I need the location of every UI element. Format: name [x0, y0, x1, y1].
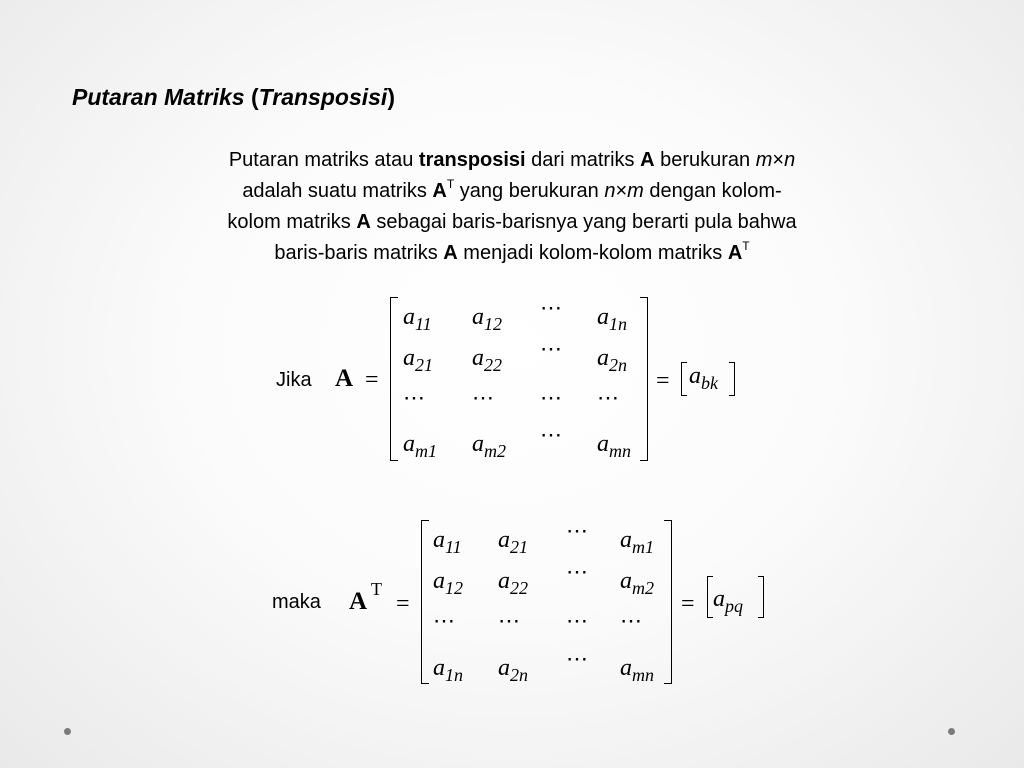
matrix-entry	[498, 610, 520, 632]
right-bracket	[640, 297, 648, 461]
matrix-entry	[433, 527, 462, 557]
entry-subscript: 21	[415, 355, 433, 375]
matrix-entry	[540, 297, 562, 319]
entry-base: a	[403, 345, 415, 371]
entry-subscript: 22	[484, 355, 502, 375]
entry-base: a	[597, 304, 609, 330]
rhs-a: a	[689, 363, 701, 389]
label-jika: Jika	[276, 369, 312, 391]
entry-subscript: mn	[609, 441, 631, 461]
matrix-entry	[540, 338, 562, 360]
entry-base: a	[403, 304, 415, 330]
entry-subscript: 12	[445, 578, 463, 598]
entry-subscript: mn	[632, 665, 654, 685]
entry-base: a	[597, 345, 609, 371]
slide-title	[72, 84, 395, 111]
entry-subscript: 2n	[510, 665, 528, 685]
entry-base: a	[472, 431, 484, 457]
bold-run: A	[356, 211, 371, 233]
paragraph-line-3	[120, 207, 904, 238]
text-run: Putaran matriks atau	[228, 149, 419, 171]
entry-subscript: m1	[632, 537, 654, 557]
definition-paragraph	[120, 145, 904, 269]
entry-base: a	[433, 655, 445, 681]
entry-base: a	[498, 527, 510, 553]
ellipsis: ⋯	[403, 385, 425, 410]
bold-run: A	[432, 180, 447, 202]
ellipsis: ⋯	[540, 422, 562, 447]
italic-run: m	[755, 149, 773, 171]
matrix-entry	[403, 431, 437, 461]
superscript: T	[446, 177, 455, 191]
text-run: sebagai baris-barisnya yang berarti pula bahwa	[370, 211, 797, 233]
matrix-entry	[620, 610, 642, 632]
ellipsis: ⋯	[566, 646, 588, 671]
times-sign: ×	[772, 149, 785, 171]
entry-subscript: m2	[484, 441, 506, 461]
entry-base: a	[597, 431, 609, 457]
entry-base: a	[403, 431, 415, 457]
label-maka: maka	[272, 591, 321, 613]
matrix-entry	[620, 655, 654, 685]
equals-sign-2: =	[656, 368, 670, 394]
equals-sign: =	[365, 367, 379, 393]
rhs-a: a	[713, 586, 725, 612]
transpose-superscript: T	[371, 579, 382, 599]
matrix-entry	[472, 431, 506, 461]
bold-run: A	[443, 242, 458, 264]
rhs-right-bracket	[729, 362, 735, 396]
matrix-entry	[472, 387, 494, 409]
matrix-entry	[597, 387, 619, 409]
matrix-entry	[433, 610, 455, 632]
matrix-entry	[498, 655, 528, 685]
entry-base: a	[498, 568, 510, 594]
corner-dot-left	[64, 728, 71, 735]
ellipsis: ⋯	[620, 608, 642, 633]
paragraph-line-2	[120, 176, 904, 207]
entry-subscript: 11	[415, 314, 432, 334]
ellipsis: ⋯	[540, 385, 562, 410]
title-close-paren: )	[387, 84, 395, 110]
rhs-element	[689, 363, 718, 393]
matrix-entry	[403, 304, 432, 334]
entry-base: a	[620, 527, 632, 553]
matrix-entry	[620, 568, 654, 598]
equals-sign-2: =	[681, 591, 695, 617]
paragraph-line-4	[120, 238, 904, 269]
matrix-entry	[498, 527, 528, 557]
entry-base: a	[433, 568, 445, 594]
matrix-entry	[433, 655, 463, 685]
matrix-entry	[597, 431, 631, 461]
paragraph-line-1	[120, 145, 904, 176]
matrix-entry	[498, 568, 528, 598]
text-run: menjadi kolom-kolom matriks	[457, 242, 728, 264]
ellipsis: ⋯	[566, 559, 588, 584]
right-bracket	[664, 520, 672, 684]
matrix-entry	[540, 424, 562, 446]
entry-subscript: m2	[632, 578, 654, 598]
entry-subscript: 12	[484, 314, 502, 334]
matrix-entry	[566, 520, 588, 542]
entry-subscript: m1	[415, 441, 437, 461]
matrix-entry	[566, 648, 588, 670]
italic-run: n	[784, 149, 796, 171]
matrix-entry	[566, 561, 588, 583]
entry-base: a	[433, 527, 445, 553]
matrix-entry	[403, 345, 433, 375]
matrix-entry	[540, 387, 562, 409]
entry-base: a	[620, 568, 632, 594]
entry-base: a	[498, 655, 510, 681]
matrix-at-symbol: A	[349, 588, 368, 615]
title-main: Putaran Matriks	[72, 84, 245, 110]
ellipsis: ⋯	[566, 518, 588, 543]
text-run: dengan kolom-	[643, 180, 782, 202]
entry-subscript: 22	[510, 578, 528, 598]
rhs-subscript: bk	[701, 373, 718, 393]
rhs-element	[713, 586, 743, 616]
text-run: berukuran	[654, 149, 756, 171]
matrix-entry	[620, 527, 654, 557]
times-sign: ×	[615, 180, 628, 202]
ellipsis: ⋯	[540, 295, 562, 320]
equals-sign: =	[396, 591, 410, 617]
ellipsis: ⋯	[566, 608, 588, 633]
text-run: kolom matriks	[227, 211, 357, 233]
bold-run: transposisi	[418, 149, 526, 171]
left-bracket	[421, 520, 429, 684]
superscript: T	[742, 239, 750, 253]
matrix-entry	[472, 304, 502, 334]
text-run: baris-baris matriks	[274, 242, 444, 264]
matrix-entry	[597, 345, 627, 375]
text-run: yang berukuran	[454, 180, 605, 202]
entry-subscript: 2n	[609, 355, 627, 375]
matrix-entry	[597, 304, 627, 334]
matrix-entry	[472, 345, 502, 375]
title-open-paren: (	[250, 84, 259, 110]
rhs-right-bracket	[758, 576, 764, 618]
bold-run: A	[640, 149, 655, 171]
matrix-entry	[566, 610, 588, 632]
entry-base: a	[620, 655, 632, 681]
rhs-left-bracket	[681, 362, 687, 396]
entry-base: a	[472, 345, 484, 371]
left-bracket	[390, 297, 398, 461]
rhs-subscript: pq	[725, 596, 743, 616]
entry-subscript: 1n	[445, 665, 463, 685]
text-run: dari matriks	[525, 149, 641, 171]
matrix-entry	[433, 568, 463, 598]
ellipsis: ⋯	[433, 608, 455, 633]
entry-base: a	[472, 304, 484, 330]
matrix-a-symbol: A	[335, 365, 354, 392]
italic-run: n	[604, 180, 616, 202]
entry-subscript: 21	[510, 537, 528, 557]
matrix-entry	[403, 387, 425, 409]
title-italic: Transposisi	[258, 84, 388, 110]
text-run: adalah suatu matriks	[242, 180, 433, 202]
bold-run: A	[727, 242, 743, 264]
ellipsis: ⋯	[597, 385, 619, 410]
entry-subscript: 1n	[609, 314, 627, 334]
ellipsis: ⋯	[472, 385, 494, 410]
italic-run: m	[627, 180, 644, 202]
entry-subscript: 11	[445, 537, 462, 557]
ellipsis: ⋯	[540, 336, 562, 361]
corner-dot-right	[948, 728, 955, 735]
ellipsis: ⋯	[498, 608, 520, 633]
